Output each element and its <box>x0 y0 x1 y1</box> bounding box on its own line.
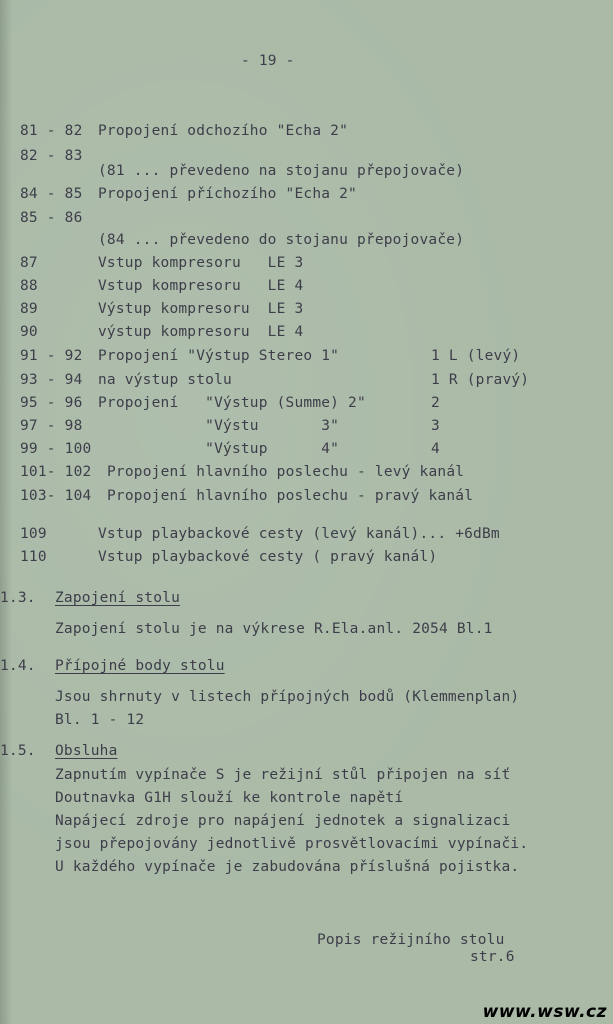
row-channel: 1 R (pravý) <box>431 372 530 388</box>
row-text: na výstup stolu <box>98 372 232 388</box>
section-heading: Obsluha <box>55 743 118 759</box>
row-text: Vstup kompresoru LE 4 <box>98 278 304 294</box>
row-number: 88 <box>20 278 38 294</box>
row-text: Propojení příchozího "Echa 2" <box>98 186 357 202</box>
section-heading: Zapojení stolu <box>55 590 181 606</box>
row-channel: 4 <box>431 441 440 457</box>
row-text: Vstup playbackové cesty ( pravý kanál) <box>98 549 438 565</box>
section-number: 1.3. <box>0 590 36 606</box>
row-number: 93 - 94 <box>20 372 83 388</box>
section-number: 1.5. <box>0 743 36 759</box>
row-text: Vstup kompresoru LE 3 <box>98 255 304 271</box>
section-line: Bl. 1 - 12 <box>55 712 145 728</box>
row-channel: 2 <box>431 395 440 411</box>
row-text: (81 ... převedeno na stojanu přepojovače) <box>98 163 465 179</box>
row-text: Vstup playbackové cesty (levý kanál)... +6dBm <box>98 526 500 542</box>
row-number: 103- 104 <box>20 488 92 504</box>
watermark: www.wsw.cz <box>482 1002 607 1022</box>
section-number: 1.4. <box>0 658 36 674</box>
row-text: Propojení "Výstup (Summe) 2" <box>98 395 366 411</box>
row-number: 101- 102 <box>20 464 92 480</box>
row-text: výstup kompresoru LE 4 <box>98 324 304 340</box>
row-text: Výstup kompresoru LE 3 <box>98 301 304 317</box>
row-channel: 1 L (levý) <box>431 348 521 364</box>
section-line: Napájecí zdroje pro napájení jednotek a signalizaci <box>55 813 511 829</box>
row-number: 85 - 86 <box>20 210 83 226</box>
row-number: 90 <box>20 324 38 340</box>
row-number: 89 <box>20 301 38 317</box>
section-line: jsou přepojovány jednotlivě prosvětlovacími vypínači. <box>55 836 529 852</box>
row-text: (84 ... převedeno do stojanu přepojovače) <box>98 232 465 248</box>
row-text: Propojení "Výstup Stereo 1" <box>98 348 340 364</box>
row-text: Propojení odchozího "Echa 2" <box>98 123 349 139</box>
row-text: Propojení hlavního poslechu - pravý kanál <box>107 488 474 504</box>
row-number: 99 - 100 <box>20 441 92 457</box>
row-channel: 3 <box>431 418 440 434</box>
page-number: - 19 - <box>241 53 295 69</box>
row-text: "Výstu 3" <box>98 418 340 434</box>
section-line: U každého vypínače je zabudována příslušná pojistka. <box>55 859 520 875</box>
row-number: 97 - 98 <box>20 418 83 434</box>
section-line: Jsou shrnuty v listech přípojných bodů (Klemmenplan) <box>55 689 520 705</box>
section-line: Zapnutím vypínače S je režijní stůl připojen na síť <box>55 767 511 783</box>
row-number: 109 <box>20 526 47 542</box>
row-number: 81 - 82 <box>20 123 83 139</box>
section-line: Zapojení stolu je na výkrese R.Ela.anl. 2054 Bl.1 <box>55 621 493 637</box>
row-number: 110 <box>20 549 47 565</box>
section-line: Doutnavka G1H slouží ke kontrole napětí <box>55 790 404 806</box>
row-number: 82 - 83 <box>20 148 83 164</box>
row-number: 87 <box>20 255 38 271</box>
row-number: 95 - 96 <box>20 395 83 411</box>
footer-title: Popis režijního stolu <box>317 932 505 948</box>
footer-page: str.6 <box>470 949 515 965</box>
row-text: Propojení hlavního poslechu - levý kanál <box>107 464 465 480</box>
section-heading: Přípojné body stolu <box>55 658 225 674</box>
row-text: "Výstup 4" <box>98 441 340 457</box>
row-number: 91 - 92 <box>20 348 83 364</box>
row-number: 84 - 85 <box>20 186 83 202</box>
